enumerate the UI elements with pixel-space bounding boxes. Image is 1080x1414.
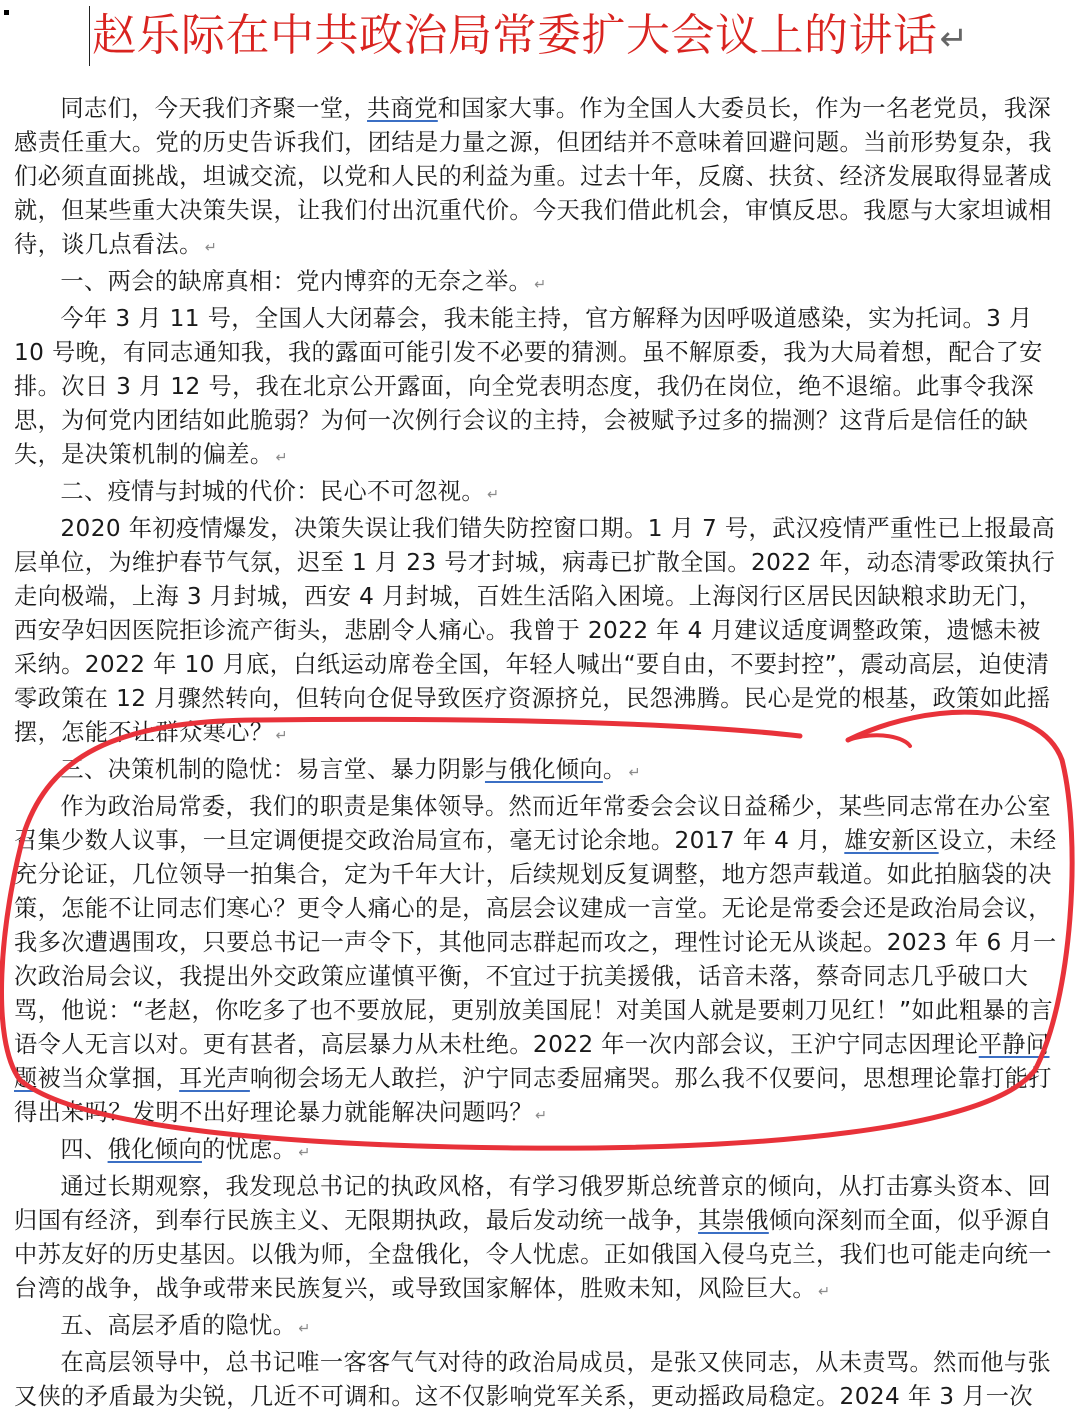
document-body — [14, 92, 1062, 1414]
underlined-text: 耳光声 — [179, 1065, 250, 1092]
paragraph-mark-icon: ↵ — [534, 1108, 548, 1124]
title-text: 赵乐际在中共政治局常委扩大会议上的讲话 — [92, 10, 938, 61]
paragraph-mark-icon: ↵ — [298, 1321, 311, 1337]
section-1-paragraph: 今年 3 月 11 号，全国人大闭幕会，我未能主持，官方解释为因呼吸道感染，实为托词。3 月 10 号晚，有同志通知我，我的露面可能引发不必要的猜测。虽不解原委，我为大局着想，配合了安排。次日 3 月 12 号，我在北京公开露面，向全党表明态度，我仍在岗位，绝不退缩。此事令我深思，为何党内团结如此脆弱？为何一次例行会议的主持，会被赋予过多的揣测？这背后是信任的缺失，是决策机制的偏差。 ↵ — [14, 305, 1043, 468]
intro-paragraph: 同志们，今天我们齐聚一堂，共商党和国家大事。作为全国人大委员长，作为一名老党员，我深感责任重大。党的历史告诉我们，团结是力量之源，但团结并不意味着回避问题。当前形势复杂，我们必须直面挑战，坦诚交流，以党和人民的利益为重。过去十年，反腐、扶贫、经济发展取得显著成就，但某些重大决策失误，让我们付出沉重代价。今天我们借此机会，审慎反思。我愿与大家坦诚相待，谈几点看法。 ↵ — [14, 95, 1052, 258]
paragraph-mark-icon: ↵ — [204, 240, 218, 256]
underlined-text: 平静问题 — [14, 1031, 1050, 1092]
section-heading-3: 三、决策机制的隐忧：易言堂、暴力阴影与俄化倾向。 ↵ — [60, 756, 641, 783]
paragraph-mark-icon: ↵ — [275, 450, 288, 466]
paragraph-mark-icon: ↵ — [628, 765, 641, 781]
corner-dot — [4, 10, 9, 15]
section-4-paragraph: 通过长期观察，我发现总书记的执政风格，有学习俄罗斯总统普京的倾向，从打击寡头资本、回归国有经济，到奉行民族主义、无限期执政，最后发动统一战争，其崇俄倾向深刻而全面，似乎源自中苏友好的历史基因。以俄为师，全盘俄化，令人忧虑。正如俄国入侵乌克兰，我们也可能走向统一台湾的战争，战争或带来民族复兴，或导致国家解体，胜败未知，风险巨大。 ↵ — [14, 1173, 1052, 1302]
paragraph-mark-icon: ↵ — [534, 277, 547, 293]
document-title — [92, 6, 1072, 69]
underlined-text: 共商党 — [367, 95, 438, 122]
paragraph-mark-icon: ↵ — [939, 19, 969, 59]
underlined-text: 与俄化倾向 — [484, 756, 603, 783]
underlined-text: 雄安新区 — [844, 827, 939, 854]
paragraph-mark-icon: ↵ — [275, 728, 288, 744]
section-heading-2: 二、疫情与封城的代价：民心不可忽视。 ↵ — [60, 478, 500, 505]
section-heading-5: 五、高层矛盾的隐忧。 ↵ — [60, 1312, 311, 1339]
section-3-paragraph: 作为政治局常委，我们的职责是集体领导。然而近年常委会会议日益稀少，某些同志常在办公室召集少数人议事，一旦定调便提交政治局宣布，毫无讨论余地。2017 年 4 月，雄安新区设立，未经充分论证，几位领导一拍集合，定为千年大计，后续规划反复调整，地方怨声载道。如此拍脑袋的决策，怎能不让同志们寒心？更令人痛心的是，高层会议建成一言堂。无论是常委会还是政治局会议，我多次遭遇围攻，只要总书记一声令下，其他同志群起而攻之，理性讨论无从谈起。2023 年 6 月一次政治局会议，我提出外交政策应谨慎平衡，不宜过于抗美援俄，话音未落，蔡奇同志几乎破口大骂，他说：“老赵，你吃多了也不要放屁，更别放美国屁！对美国人就是要刺刀见红！”如此粗暴的言语令人无言以对。更有甚者，高层暴力从未杜绝。2022 年一次内部会议，王沪宁同志因理论平静问题被当众掌掴，耳光声响彻会场无人敢拦，沪宁同志委屈痛哭。那么我不仅要问，思想理论靠打能打得出来吗？发明不出好理论暴力就能解决问题吗？ ↵ — [14, 793, 1057, 1126]
paragraph-mark-icon: ↵ — [486, 487, 500, 503]
section-heading-1: 一、两会的缺席真相：党内博弈的无奈之举。 ↵ — [60, 268, 547, 295]
section-2-paragraph: 2020 年初疫情爆发，决策失误让我们错失防控窗口期。1 月 7 号，武汉疫情严重性已上报最高层单位，为维护春节气氛，迟至 1 月 23 号才封城，病毒已扩散全国。2022 年，动态清零政策执行走向极端，上海 3 月封城，西安 4 月封城，百姓生活陷入困境。上海闵行区居民因缺粮求助无门，西安孕妇因医院拒诊流产街头，悲剧令人痛心。我曾于 2022 年 4 月建议适度调整政策，遗憾未被采纳。2022 年 10 月底，白纸运动席卷全国，年轻人喊出“要自由，不要封控”，震动高层，迫使清零政策在 12 月骤然转向，但转向仓促导致医疗资源挤兑，民怨沸腾。民心是党的根基，政策如此摇摆，怎能不让群众寒心？ ↵ — [14, 515, 1056, 746]
section-heading-4: 四、俄化倾向的忧虑。 ↵ — [60, 1136, 311, 1163]
text-cursor — [89, 6, 90, 66]
underlined-text: 俄化倾向 — [107, 1136, 202, 1163]
paragraph-mark-icon: ↵ — [817, 1284, 831, 1300]
section-5-paragraph: 在高层领导中，总书记唯一客客气气对待的政治局成员，是张又侠同志，从未责骂。然而他与张又侠的矛盾最为尖锐，几近不可调和。这不仅影响党军关系，更动摇政局稳定。2024 年 3 月一次 — [14, 1349, 1052, 1410]
underlined-text: 其崇俄 — [698, 1207, 769, 1234]
paragraph-mark-icon: ↵ — [298, 1145, 311, 1161]
